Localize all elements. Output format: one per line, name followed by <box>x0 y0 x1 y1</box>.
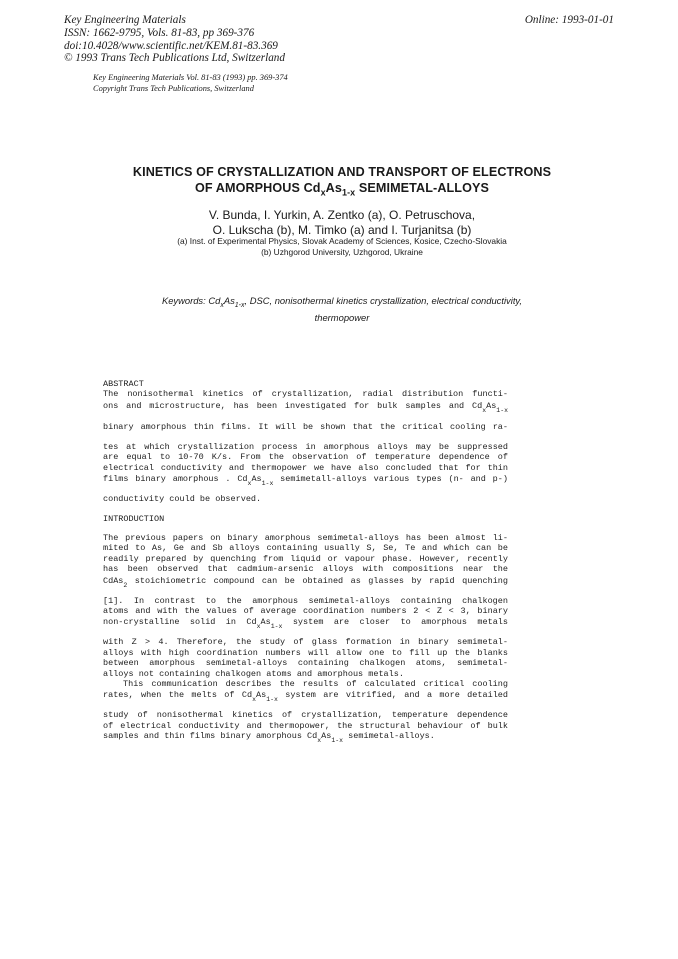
subscript: x <box>482 406 487 414</box>
text-line <box>103 400 508 421</box>
text-line: has been observed that cadmium-arsenic alloys with compositions near the <box>103 564 508 575</box>
keywords-line-1 <box>100 295 584 312</box>
text-line: tes at which crystallization process in amorphous alloys may be suppressed <box>103 441 508 452</box>
formula-text: As <box>321 731 332 742</box>
abstract-heading: ABSTRACT <box>103 379 144 389</box>
text-span: films binary amorphous . Cd <box>103 473 248 484</box>
subscript: 1-x <box>266 696 278 704</box>
introduction-section <box>103 533 509 745</box>
issn-line: ISSN: 1662-9795, Vols. 81-83, pp 369-376 <box>64 26 255 39</box>
text-line: between amorphous semimetal-alloys containing chalkogen atoms, semimetal- <box>103 658 508 669</box>
paper-title <box>70 164 614 201</box>
text-line <box>103 616 508 637</box>
doi-line: doi:10.4028/www.scientific.net/KEM.81-83.369 <box>64 39 278 52</box>
formula-text: As <box>255 690 267 701</box>
text-line: alloys not containing chalkogen atoms and amorphous metals. <box>103 668 404 679</box>
formula <box>246 616 282 629</box>
formula <box>248 473 274 486</box>
title-text: As <box>325 181 342 195</box>
copyright-line: © 1993 Trans Tech Publications Ltd, Switzerland <box>64 52 285 65</box>
text-line: atoms and with the values of average coordination numbers 2 < Z < 3, binary <box>103 605 508 616</box>
text-line: are equal to 10-70 K/s. From the observation of temperature dependence of <box>103 452 508 463</box>
text-span: semimetall-alloys various types (n- and p-) <box>273 473 508 484</box>
text-line: [1]. In contrast to the amorphous semimetal-alloys containing chalkogen <box>103 595 508 606</box>
subscript: x <box>317 737 322 745</box>
title-subscript: x <box>320 187 326 198</box>
text-line: mited to As, Ge and Sb alloys containing usually S, Se, Te and which can be <box>103 543 508 554</box>
title-line-1: KINETICS OF CRYSTALLIZATION AND TRANSPORT OF ELECTRONS <box>132 165 552 179</box>
text-line: conductivity could be observed. <box>103 493 262 504</box>
formula-text: As <box>486 400 497 411</box>
subscript: 1-x <box>261 479 274 487</box>
subscript: x <box>252 696 256 704</box>
text-line: electrical conductivity and thermopower we have also concluded that for thin <box>103 462 508 473</box>
title-text: OF AMORPHOUS Cd <box>194 181 321 195</box>
text-span: rates, when the melts of <box>103 690 235 701</box>
volume-line: Key Engineering Materials Vol. 81-83 (1993) pp. 369-374 <box>93 73 288 82</box>
text-line: The nonisothermal kinetics of crystallization, radial distribution functi- <box>103 389 508 400</box>
volume-info <box>93 73 288 94</box>
title-subscript: 1-x <box>341 187 356 198</box>
text-span: ons and microstructure, has been investigated for bulk samples and <box>103 400 465 411</box>
title-text: SEMIMETAL-ALLOYS <box>355 181 489 195</box>
formula-text: As <box>251 473 262 484</box>
text-line: readily prepared by quenching from liquid or vapour phase. However, recently <box>103 553 508 564</box>
formula-text: As <box>260 617 271 628</box>
affiliation-b: (b) Uzhgorod University, Uzhgorod, Ukraine <box>261 247 423 258</box>
text-span: stoichiometric compound can be obtained as glasses by rapid quenching <box>127 575 508 586</box>
subscript: x <box>256 623 261 631</box>
text-line: The previous papers on binary amorphous semimetal-alloys has been almost li- <box>103 533 508 543</box>
text-line: binary amorphous thin films. It will be shown that the critical cooling ra- <box>103 421 508 432</box>
text-span: semimetal-alloys. <box>343 731 435 742</box>
text-span: non-crystalline solid in <box>103 617 236 628</box>
formula-text: Cd <box>471 400 483 411</box>
keyword-list: , DSC, nonisothermal kinetics crystallization, electrical conductivity, <box>244 295 523 306</box>
formula <box>472 400 508 413</box>
affiliation-a: (a) Inst. of Experimental Physics, Slovak Academy of Sciences, Kosice, Czecho-Slovakia <box>177 236 507 246</box>
introduction-heading: INTRODUCTION <box>103 514 165 524</box>
keyword-formula: As <box>223 295 235 306</box>
text-line: study of nonisothermal kinetics of crystallization, temperature dependence <box>103 710 508 721</box>
text-line: of electrical conductivity and thermopower, the structural behaviour of bulk <box>103 720 508 731</box>
text-line: alloys with high coordination numbers will allow one to fill up the blanks <box>103 647 508 658</box>
text-line <box>103 575 508 596</box>
formula <box>103 575 127 588</box>
text-line <box>103 473 508 494</box>
formula-text: Cd <box>246 617 257 628</box>
journal-header <box>64 14 285 65</box>
keywords <box>100 295 584 324</box>
affiliations <box>70 236 614 259</box>
journal-name: Key Engineering Materials <box>64 14 186 26</box>
title-line-2 <box>70 180 614 201</box>
text-span: samples and thin films binary amorphous <box>103 731 302 742</box>
formula-text: Cd <box>307 731 318 742</box>
subscript: 2 <box>123 581 128 589</box>
online-date: Online: 1993-01-01 <box>524 14 614 26</box>
subscript: 1-x <box>270 623 283 631</box>
text-line: This communication describes the results of calculated critical cooling <box>123 678 508 689</box>
text-line: with Z > 4. Therefore, the study of glass formation in binary semimetal- <box>103 637 508 648</box>
abstract-section <box>103 379 508 504</box>
keyword-formula: Cd <box>208 295 221 306</box>
copyright-notice: Copyright Trans Tech Publications, Switzerland <box>93 83 254 93</box>
keyword-subscript: 1-x <box>234 301 245 309</box>
text-span: system are vitrified, and a more detailed <box>277 690 508 701</box>
keywords-line-2: thermopower <box>314 311 370 323</box>
subscript: 1-x <box>331 737 344 745</box>
formula <box>307 731 344 745</box>
text-line <box>103 689 508 710</box>
formula <box>242 689 278 702</box>
author-list <box>70 208 614 237</box>
formula-text: CdAs <box>103 575 124 586</box>
keyword-subscript: x <box>220 301 224 309</box>
subscript: 1-x <box>496 406 508 414</box>
authors-line-2: O. Lukscha (b), M. Timko (a) and I. Turjanitsa (b) <box>212 222 472 237</box>
authors-line-1: V. Bunda, I. Yurkin, A. Zentko (a), O. Petruschova, <box>208 208 476 222</box>
subscript: x <box>247 479 252 487</box>
text-line <box>103 731 508 745</box>
keywords-label: Keywords: <box>161 295 206 306</box>
text-span: system are closer to amorphous metals <box>292 617 509 628</box>
formula-text: Cd <box>241 690 253 701</box>
